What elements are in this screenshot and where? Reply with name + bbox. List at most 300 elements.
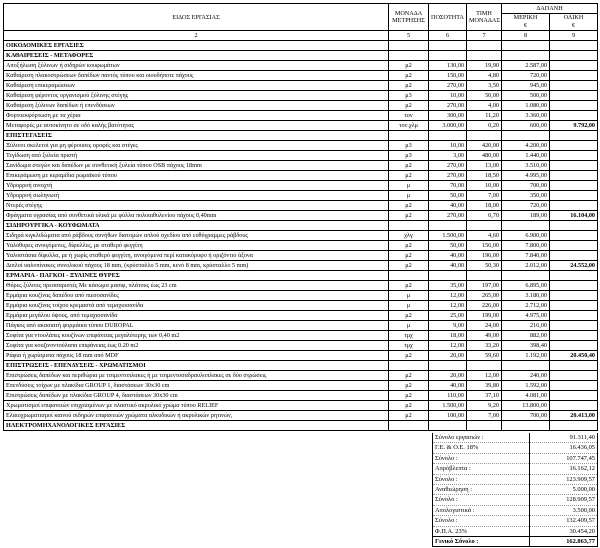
cell-partial: 720,00 — [502, 71, 550, 81]
cell-unit: μ2 — [389, 61, 429, 71]
cell-partial — [502, 51, 550, 61]
cell-total: 20.413,00 — [550, 411, 598, 421]
cell-total — [550, 311, 598, 321]
cell-unit: μ — [389, 321, 429, 331]
cell-price: 156,00 — [467, 241, 502, 251]
cell-total — [550, 141, 598, 151]
cell-qty: 3,00 — [429, 151, 467, 161]
table-row — [4, 101, 598, 111]
cell-qty — [429, 131, 467, 141]
cell-qty: 12,00 — [429, 291, 467, 301]
table-row — [4, 81, 598, 91]
cell-total — [550, 191, 598, 201]
cell-total — [550, 381, 598, 391]
cell-desc: Ράφια ή χωρίσματα πάχους 18 mm από MDF — [4, 351, 389, 361]
cell-unit: μ3 — [389, 91, 429, 101]
cell-partial: 700,00 — [502, 181, 550, 191]
cell-qty: 50,00 — [429, 191, 467, 201]
cell-price: 37,10 — [467, 391, 502, 401]
table-row — [4, 201, 598, 211]
cell-total — [550, 201, 598, 211]
cell-partial: 1.440,00 — [502, 151, 550, 161]
section-heading-row — [4, 361, 598, 371]
cell-partial: 1.592,00 — [502, 381, 550, 391]
summary-value: 30.454,20 — [530, 526, 598, 536]
cell-partial: 600,00 — [502, 121, 550, 131]
cell-unit: μ — [389, 301, 429, 311]
cell-desc: Καθαίρεση επικεραμώσεων — [4, 81, 389, 91]
cell-desc: ΗΛΕΚΤΡΟΜΗΧΑΝΟΛΟΓΙΚΕΣ ΕΡΓΑΣΙΕΣ — [4, 421, 389, 431]
cell-partial: 13.800,00 — [502, 401, 550, 411]
summary-value: 128.909,57 — [530, 495, 598, 505]
cell-desc: Μεταφορές με αυτοκίνητο σε οδό καλής βατότητας — [4, 121, 389, 131]
cell-qty: 10,00 — [429, 91, 467, 101]
table-row — [4, 261, 598, 271]
cell-price — [467, 41, 502, 51]
summary-row — [433, 505, 598, 515]
table-row — [4, 371, 598, 381]
cell-partial: 398,40 — [502, 341, 550, 351]
cell-partial: 240,00 — [502, 371, 550, 381]
header-timi: ΤΙΜΗ ΜΟΝΑΔΑΣ — [467, 4, 502, 31]
section-heading-row — [4, 221, 598, 231]
grand-total-row — [433, 537, 598, 547]
table-row — [4, 111, 598, 121]
cell-price: 39,80 — [467, 381, 502, 391]
cell-qty: 1.500,00 — [429, 401, 467, 411]
cell-unit: μ2 — [389, 281, 429, 291]
cell-desc: Ερμάρια μεγάλου ύψους, από τεμαχιοσανίδα — [4, 311, 389, 321]
cell-desc: Σανίδωμα στεγών και δαπέδων με συνθετική ξυλεία τύπου OSB πάχους 18mm — [4, 161, 389, 171]
cell-total — [550, 291, 598, 301]
cost-table — [3, 3, 598, 431]
cell-total: 9.792,00 — [550, 121, 598, 131]
cell-partial: 4.081,00 — [502, 391, 550, 401]
cell-qty: 40,00 — [429, 381, 467, 391]
cell-total: 20.450,40 — [550, 351, 598, 361]
cell-price: 50,00 — [467, 91, 502, 101]
cell-qty: 270,00 — [429, 101, 467, 111]
cell-desc: Σοφίτα για ντουλάπες κουζίνων επιφάνειας μεγαλύτερης των 0,40 m2 — [4, 331, 389, 341]
cell-partial: 700,00 — [502, 411, 550, 421]
table-row — [4, 191, 598, 201]
cell-desc: ΕΡΜΑΡΙΑ - ΠΑΓΚΟΙ - ΞΥΛΙΝΕΣ ΘΥΡΕΣ — [4, 271, 389, 281]
cell-qty: 270,00 — [429, 171, 467, 181]
cell-unit: μ — [389, 181, 429, 191]
cell-desc: Θύρες ξύλινες πρεσσαριστές Με κάσωμα μασιφ, πλάτους έως 23 cm — [4, 281, 389, 291]
header-monada: ΜΟΝΑΔΑ ΜΕΤΡΗΣΗΣ — [389, 4, 429, 31]
cell-price: 59,60 — [467, 351, 502, 361]
cell-qty: 9,00 — [429, 321, 467, 331]
table-row — [4, 291, 598, 301]
table-row — [4, 301, 598, 311]
cell-unit — [389, 51, 429, 61]
cell-qty: 150,00 — [429, 71, 467, 81]
cell-qty: 10,00 — [429, 141, 467, 151]
cell-price: 9,20 — [467, 401, 502, 411]
cell-price: 10,00 — [467, 181, 502, 191]
table-row — [4, 61, 598, 71]
table-row — [4, 181, 598, 191]
cell-total — [550, 341, 598, 351]
summary-label: Σύνολο : — [433, 453, 530, 463]
cell-qty — [429, 41, 467, 51]
cell-desc: Πάγκος από ακασιατή φορμάικα τύπου DUROPAL — [4, 321, 389, 331]
cell-unit: μ2 — [389, 311, 429, 321]
cell-price: 265,00 — [467, 291, 502, 301]
table-row — [4, 401, 598, 411]
cell-desc: ΣΙΔΗΡΟΥΡΓΙΚΑ - ΚΟΥΦΩΜΑΤΑ — [4, 221, 389, 231]
cell-unit: μ2 — [389, 371, 429, 381]
cell-unit: μ3 — [389, 151, 429, 161]
cell-qty: 20,00 — [429, 371, 467, 381]
cell-qty: 130,00 — [429, 61, 467, 71]
summary-value: 91.311,40 — [530, 433, 598, 443]
grand-total-label: Γενικό Σύνολο : — [433, 537, 530, 547]
cell-qty: 300,00 — [429, 111, 467, 121]
cell-unit — [389, 361, 429, 371]
table-header-top — [4, 4, 598, 14]
cell-partial: 7.800,00 — [502, 241, 550, 251]
cell-desc: Επιστρώσεις δαπέδων με πλακίδια GROUP 4, διαστάσεων 30x30 cm — [4, 391, 389, 401]
summary-value: 107.747,45 — [530, 453, 598, 463]
header-meriki-label: ΜΕΡΙΚΗ — [513, 14, 538, 21]
cell-desc: Καθαίρεση ξύλινων δαπέδων ή επενδύσεων — [4, 101, 389, 111]
cell-total — [550, 391, 598, 401]
cell-price: 24,00 — [467, 321, 502, 331]
summary-value: 123.909,57 — [530, 474, 598, 484]
grand-total-value: 162.863,77 — [530, 537, 598, 547]
summary-value: 5.000,00 — [530, 485, 598, 495]
cell-total — [550, 71, 598, 81]
cell-total — [550, 61, 598, 71]
cell-unit — [389, 271, 429, 281]
cell-qty: 110,00 — [429, 391, 467, 401]
cell-price — [467, 131, 502, 141]
cell-partial: 3.360,00 — [502, 111, 550, 121]
summary-label: Αναθεώρηση : — [433, 485, 530, 495]
cell-qty: 3.000,00 — [429, 121, 467, 131]
cell-unit: μ2 — [389, 241, 429, 251]
cell-total — [550, 131, 598, 141]
cell-total — [550, 221, 598, 231]
cell-desc: Ντερές στέγης — [4, 201, 389, 211]
cell-desc: Καθαίρεση φέροντος οργανισμού ξύλινης στέγης — [4, 91, 389, 101]
summary-row — [433, 433, 598, 443]
cell-desc: Επικεράμωση με κεραμίδια ρωμαϊκού τύπου — [4, 171, 389, 181]
cell-partial: 6.900,00 — [502, 231, 550, 241]
cell-total — [550, 271, 598, 281]
cell-price: 0,20 — [467, 121, 502, 131]
cell-total — [550, 331, 598, 341]
cell-desc: Σοφίτα για κουζινοντούλαπα επιφάνειας έως 0.20 m2 — [4, 341, 389, 351]
summary-row — [433, 464, 598, 474]
cell-partial — [502, 131, 550, 141]
cell-qty: 270,00 — [429, 211, 467, 221]
cell-desc: Καθαίρεση πλακοστρώσεων δαπέδων παντός τύπου και οιουδήποτε πάχους — [4, 71, 389, 81]
table-row — [4, 231, 598, 241]
table-row — [4, 311, 598, 321]
cell-qty: 12,00 — [429, 341, 467, 351]
cell-price: 226,00 — [467, 301, 502, 311]
cell-partial: 7.840,00 — [502, 251, 550, 261]
summary-value: 3.500,00 — [530, 505, 598, 515]
cell-price: 196,00 — [467, 251, 502, 261]
table-row — [4, 321, 598, 331]
cell-partial: 4.975,00 — [502, 311, 550, 321]
cell-total: 24.552,00 — [550, 261, 598, 271]
cell-unit: τμχ — [389, 341, 429, 351]
summary-label: Γ.Ε. & Ο.Ε. 18% — [433, 443, 530, 453]
header-oliki-currency: € — [571, 22, 576, 29]
cell-qty — [429, 421, 467, 431]
cell-price: 197,00 — [467, 281, 502, 291]
col-number: 6 — [429, 31, 467, 41]
table-row — [4, 141, 598, 151]
cell-unit: μ2 — [389, 251, 429, 261]
summary-label: Σύνολο : — [433, 516, 530, 526]
cell-qty: 100,00 — [429, 411, 467, 421]
cell-unit: μ2 — [389, 391, 429, 401]
cell-qty — [429, 221, 467, 231]
cell-total — [550, 171, 598, 181]
col-number: 5 — [389, 31, 429, 41]
cell-qty — [429, 51, 467, 61]
cell-unit: τμχ — [389, 331, 429, 341]
cell-qty: 1.500,00 — [429, 231, 467, 241]
cell-partial: 216,00 — [502, 321, 550, 331]
cell-unit: μ2 — [389, 261, 429, 271]
cell-price — [467, 221, 502, 231]
cell-total — [550, 421, 598, 431]
cell-total — [550, 151, 598, 161]
cell-unit: τον — [389, 111, 429, 121]
cell-price: 7,00 — [467, 411, 502, 421]
cell-unit: μ2 — [389, 211, 429, 221]
cell-partial: 720,00 — [502, 201, 550, 211]
cell-qty — [429, 271, 467, 281]
section-heading-row — [4, 51, 598, 61]
col-number: 9 — [550, 31, 598, 41]
cell-price: 4,60 — [467, 231, 502, 241]
cell-partial: 3.180,00 — [502, 291, 550, 301]
cell-desc: Φράγματα υγρασίας από συνθετικά υλικά με φύλλα πολυαιθυλενίου πάχους 0,40mm — [4, 211, 389, 221]
cell-total — [550, 231, 598, 241]
cell-price: 3,50 — [467, 81, 502, 91]
table-row — [4, 171, 598, 181]
header-meriki — [502, 14, 550, 31]
cell-total — [550, 401, 598, 411]
cell-partial: 1.192,00 — [502, 351, 550, 361]
col-number: 7 — [467, 31, 502, 41]
table-row — [4, 161, 598, 171]
cell-partial: 6.895,00 — [502, 281, 550, 291]
cell-partial: 4.995,00 — [502, 171, 550, 181]
cell-qty: 270,00 — [429, 161, 467, 171]
cell-desc: Υδρορροή σωληνωτή — [4, 191, 389, 201]
table-row — [4, 351, 598, 361]
cell-desc: ΚΑΘΑΙΡΕΣΕΙΣ - ΜΕΤΑΦΟΡΕΣ — [4, 51, 389, 61]
cell-total — [550, 51, 598, 61]
cell-desc: Διπλοί υαλοπίνακες συνολικού πάχους 18 mm, (κρύσταλλο 5 mm, κενό 8 mm, κρύσταλλο 5 mm) — [4, 261, 389, 271]
cell-total — [550, 251, 598, 261]
cell-price: 7,00 — [467, 191, 502, 201]
summary-row — [433, 495, 598, 505]
cell-desc: Σιδηρά κιγκλιδώματα από ράβδους συνήθων διατομών απλού σχεδίου από ευθύγραμμες ράβδους — [4, 231, 389, 241]
cell-unit: μ3 — [389, 141, 429, 151]
cell-qty: 35,00 — [429, 281, 467, 291]
cell-price: 19,90 — [467, 61, 502, 71]
table-row — [4, 281, 598, 291]
cell-unit: μ — [389, 191, 429, 201]
header-meriki-currency: € — [523, 22, 528, 29]
cell-total — [550, 321, 598, 331]
cell-unit: μ2 — [389, 171, 429, 181]
cell-desc: Ελαιοχρωματισμοί καινού σιδηρών επιφανειών χρώματα αλκυδικών ή ακρυλικών ρητινών, — [4, 411, 389, 421]
cell-partial: 882,00 — [502, 331, 550, 341]
cell-total — [550, 101, 598, 111]
cell-unit: μ2 — [389, 401, 429, 411]
cell-partial: 500,00 — [502, 91, 550, 101]
cell-total — [550, 161, 598, 171]
col-number: 8 — [502, 31, 550, 41]
cell-desc: Επιστρώσεις δαπέδων και περιθώρια με τσιμεντοπλακες ή με τσιμεντοσαδραυλοπλακες σε δύο στρώσεις — [4, 371, 389, 381]
cell-unit: μ2 — [389, 351, 429, 361]
cell-unit — [389, 421, 429, 431]
col-number: 2 — [4, 31, 389, 41]
cell-unit — [389, 131, 429, 141]
cell-desc: Ξύλινοι σκελετοί για μη φέρουσες οροφές και στέγες — [4, 141, 389, 151]
table-row — [4, 411, 598, 421]
cell-total — [550, 241, 598, 251]
table-row — [4, 151, 598, 161]
cell-desc: Φορτοεκφόρτωση με τα χέρια — [4, 111, 389, 121]
cell-total — [550, 361, 598, 371]
cell-price: 4,00 — [467, 101, 502, 111]
cell-total — [550, 81, 598, 91]
cell-desc: ΟΙΚΟΔΟΜΙΚΕΣ ΕΡΓΑΣΙΕΣ — [4, 41, 389, 51]
cell-unit: χλγ — [389, 231, 429, 241]
cell-qty: 40,00 — [429, 201, 467, 211]
cell-unit: μ2 — [389, 411, 429, 421]
header-dapani: ΔΑΠΑΝΗ — [502, 4, 598, 14]
header-oliki — [550, 14, 598, 31]
table-row — [4, 211, 598, 221]
cell-partial — [502, 41, 550, 51]
summary-label: Απρόβλεπτα : — [433, 464, 530, 474]
summary-row — [433, 474, 598, 484]
cell-price: 18,00 — [467, 201, 502, 211]
cell-unit: μ2 — [389, 101, 429, 111]
cell-total — [550, 281, 598, 291]
cell-unit — [389, 221, 429, 231]
cell-total — [550, 111, 598, 121]
cell-price: 480,00 — [467, 151, 502, 161]
cell-price: 420,00 — [467, 141, 502, 151]
cell-price: 0,70 — [467, 211, 502, 221]
table-row — [4, 71, 598, 81]
cell-price: 49,00 — [467, 331, 502, 341]
cell-price: 13,00 — [467, 161, 502, 171]
cell-desc: Τεγίδωση από ξυλεία πριστή — [4, 151, 389, 161]
cell-partial: 4.200,00 — [502, 141, 550, 151]
summary-label: Φ.Π.Α. 23% — [433, 526, 530, 536]
section-heading-row — [4, 271, 598, 281]
cell-desc: Επενδύσεις τοίχων με πλακίδια GROUP 1, διαστάσεων 30x30 cm — [4, 381, 389, 391]
table-row — [4, 341, 598, 351]
cell-unit: μ2 — [389, 381, 429, 391]
section-heading-row — [4, 41, 598, 51]
cell-total: 16.104,00 — [550, 211, 598, 221]
table-row — [4, 391, 598, 401]
cell-qty: 270,00 — [429, 81, 467, 91]
cell-desc: Ερμάρια κουζίνας τοίχου κρεμαστά από τεμαχιοσανίδα — [4, 301, 389, 311]
cell-unit: μ2 — [389, 81, 429, 91]
summary-value: 16.162,12 — [530, 464, 598, 474]
cell-total — [550, 371, 598, 381]
cell-price — [467, 271, 502, 281]
cell-desc: Χρωματισμοί επιφανειών επιχρισμένων με πλαστικό ακρυλικό χρώμα τύπου RELIEF — [4, 401, 389, 411]
header-oliki-label: ΟΛΙΚΗ — [563, 14, 584, 21]
cell-price: 50,30 — [467, 261, 502, 271]
summary-value: 132.409,57 — [530, 516, 598, 526]
cell-unit: μ2 — [389, 201, 429, 211]
column-number-row — [4, 31, 598, 41]
summary-table — [432, 433, 598, 547]
cell-qty: 40,00 — [429, 251, 467, 261]
header-eidos: ΕΙΔΟΣ ΕΡΓΑΣΙΑΣ — [4, 4, 389, 31]
cell-qty: 25,00 — [429, 311, 467, 321]
cell-partial: 2.012,00 — [502, 261, 550, 271]
cell-partial — [502, 221, 550, 231]
summary-row — [433, 453, 598, 463]
cell-desc: ΕΠΙΣΤΡΩΣΕΙΣ - ΕΠΕΝΔΥΣΕΙΣ - ΧΡΩΜΑΤΙΣΜΟΙ — [4, 361, 389, 371]
cell-partial: 2.587,00 — [502, 61, 550, 71]
cell-partial: 350,00 — [502, 191, 550, 201]
cell-qty: 18,00 — [429, 331, 467, 341]
summary-row — [433, 526, 598, 536]
cell-unit: μ — [389, 291, 429, 301]
cell-partial — [502, 421, 550, 431]
cell-price — [467, 361, 502, 371]
cell-partial: 945,00 — [502, 81, 550, 91]
table-row — [4, 121, 598, 131]
cell-price: 199,00 — [467, 311, 502, 321]
cell-price: 12,00 — [467, 371, 502, 381]
summary-row — [433, 443, 598, 453]
cell-qty: 12,00 — [429, 301, 467, 311]
header-posotita: ΠΟΣΟΤΗΤΑ — [429, 4, 467, 31]
cell-qty: 50,00 — [429, 241, 467, 251]
cell-desc: Υδρορροή ανοιχτή — [4, 181, 389, 191]
cell-total — [550, 41, 598, 51]
cell-desc: Αποξήλωση ξύλινων ή σιδηρών κουφωμάτων — [4, 61, 389, 71]
cell-price: 33,20 — [467, 341, 502, 351]
cell-partial: 189,00 — [502, 211, 550, 221]
summary-label: Σύνολο : — [433, 474, 530, 484]
summary-label: Απολογιστικά : — [433, 505, 530, 515]
cell-total — [550, 301, 598, 311]
cell-price — [467, 51, 502, 61]
summary-row — [433, 485, 598, 495]
cell-qty: 20,00 — [429, 351, 467, 361]
cell-desc: Ερμάρια κουζίνας δαπέδου από πιεσοσανίδες — [4, 291, 389, 301]
cell-qty — [429, 361, 467, 371]
table-row — [4, 241, 598, 251]
table-row — [4, 91, 598, 101]
cell-qty: 40,00 — [429, 261, 467, 271]
summary-row — [433, 516, 598, 526]
